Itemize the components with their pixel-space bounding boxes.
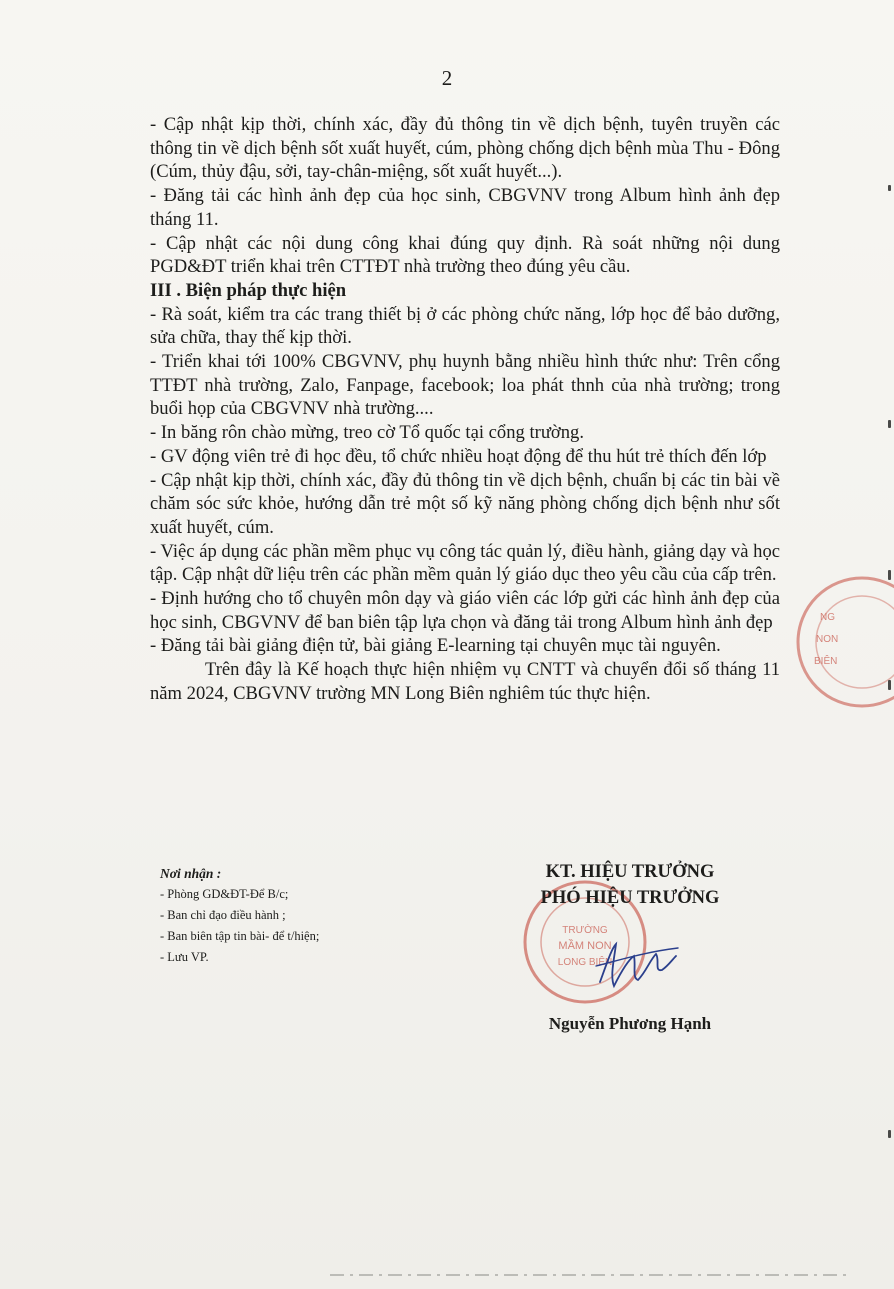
measure-item: - In băng rôn chào mừng, treo cờ Tổ quốc tại cổng trường. <box>150 422 584 444</box>
seal-text-line2: MẦM NON <box>558 940 612 952</box>
edge-seal-text: NON <box>816 634 839 645</box>
scan-edge-mark <box>888 570 891 580</box>
recipient-item: - Lưu VP. <box>160 950 209 964</box>
paragraph-album: - Đăng tải các hình ảnh đẹp của học sinh, CBGVNV trong Album hình ảnh đẹp tháng 11. <box>150 185 780 230</box>
seal-text-line1: TRƯỜNG <box>562 925 608 936</box>
closing-paragraph: Trên đây là Kế hoạch thực hiện nhiệm vụ CNTT và chuyển đổi số tháng 11 năm 2024, CBGVNV trường MN Long Biên nghiêm túc thực hiện. <box>150 659 780 704</box>
edge-seal-text: NG <box>820 612 835 623</box>
edge-seal-text: BIÊN <box>814 656 838 667</box>
recipient-item: - Ban chỉ đạo điều hành ; <box>160 908 286 922</box>
scan-edge-mark <box>888 1130 891 1138</box>
recipient-item: - Ban biên tập tin bài- để t/hiện; <box>160 929 320 943</box>
paragraph-info-update: - Cập nhật kịp thời, chính xác, đầy đủ thông tin về dịch bệnh, tuyên truyền các thông tin về dịch bệnh sốt xuất huyết, cúm, phòng chống dịch bệnh mùa Thu - Đông (Cúm, thủy đậu, sởi, tay-chân-miệng, sốt xuất huyết...). <box>150 114 780 183</box>
recipient-item: - Phòng GD&ĐT-Để B/c; <box>160 887 289 901</box>
section-heading: III . Biện pháp thực hiện <box>150 279 347 301</box>
measure-item: - Việc áp dụng các phần mềm phục vụ công tác quản lý, điều hành, giảng dạy và học tập. Cập nhật dữ liệu trên các phần mềm quản lý giáo dục theo yêu cầu của cấp trên. <box>150 540 780 586</box>
measure-item: - Định hướng cho tổ chuyên môn dạy và giáo viên các lớp gửi các hình ảnh đẹp của học sinh, CBGVNV để ban biên tập lựa chọn và đăng tải trong Album hình ảnh đẹp <box>150 588 780 633</box>
recipients-block <box>160 863 460 968</box>
paragraph-public-content: - Cập nhật các nội dung công khai đúng quy định. Rà soát những nội dung PGD&ĐT triển khai trên CTTĐT nhà trường theo đúng yêu cầu. <box>150 232 780 278</box>
scan-edge-mark <box>888 185 891 191</box>
measure-item: - Cập nhật kịp thời, chính xác, đầy đủ thông tin về dịch bệnh, chuẩn bị các tin bài về chăm sóc sức khỏe, hướng dẫn trẻ một số kỹ năng phòng chống dịch bệnh như sốt xuất huyết, cúm. <box>150 469 780 538</box>
signer-name: Nguyễn Phương Hạnh <box>548 1014 712 1033</box>
scan-bottom-artifact <box>330 1270 850 1280</box>
handwritten-signature <box>590 930 680 1000</box>
measure-item: - Triển khai tới 100% CBGVNV, phụ huynh bằng nhiều hình thức như: Trên cổng TTĐT nhà trường, Zalo, Fanpage, facebook; loa phát thnh của nhà trường; trong buổi họp của CBGVNV nhà trường.... <box>150 351 780 420</box>
edge-seal-stamp <box>770 572 894 712</box>
signature-title-line2: PHÓ HIỆU TRƯỞNG <box>540 888 720 908</box>
recipients-title: Nơi nhận : <box>160 866 222 881</box>
signature-block <box>500 859 760 911</box>
document-body <box>150 113 780 706</box>
measure-item: - GV động viên trẻ đi học đều, tổ chức nhiều hoạt động để thu hút trẻ thích đến lớp <box>150 445 767 467</box>
seal-text-line3: LONG BIÊN <box>557 957 613 968</box>
measure-item: - Rà soát, kiểm tra các trang thiết bị ở các phòng chức năng, lớp học để bảo dưỡng, sửa chữa, thay thế kịp thời. <box>150 303 780 349</box>
signature-title-line1: KT. HIỆU TRƯỞNG <box>545 862 715 882</box>
measure-item: - Đăng tải bài giảng điện tử, bài giảng E-learning tại chuyên mục tài nguyên. <box>150 635 721 657</box>
recipients-list <box>160 884 460 968</box>
scan-edge-mark <box>888 420 891 428</box>
scan-edge-mark <box>888 680 891 690</box>
page-number: 2 <box>441 66 453 90</box>
